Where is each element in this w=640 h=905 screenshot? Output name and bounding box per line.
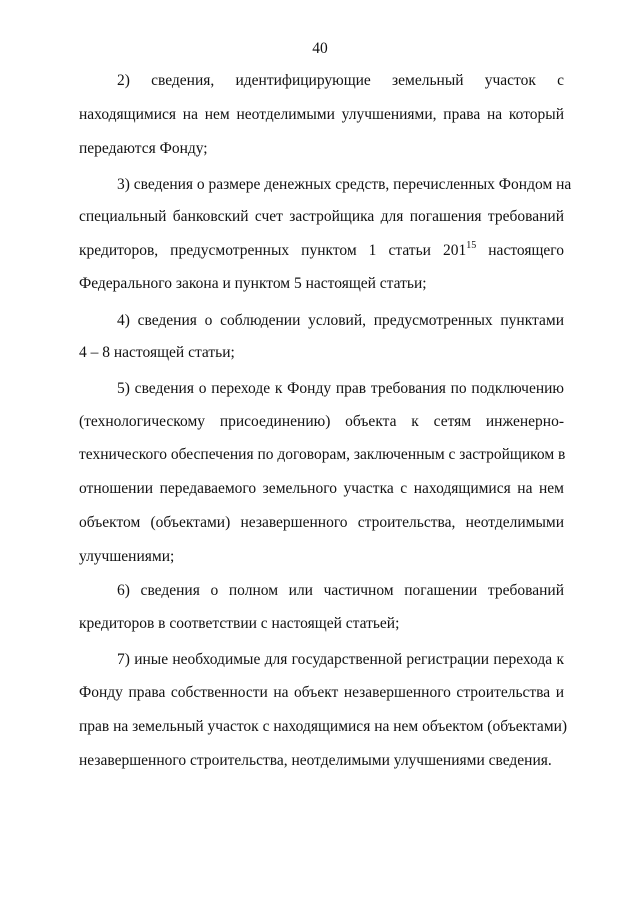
article-superscript: 15 [466,239,477,251]
paragraph-4-line-6: улучшениями; [79,548,175,565]
page-number: 40 [312,40,328,57]
paragraph-1-line-2: находящимися на нем неотделимыми улучшениями, права на который [79,106,564,123]
paragraph-2-line-3-text: кредиторов, предусмотренных пунктом 1 статьи 201 [79,242,467,259]
paragraph-4-line-3: технического обеспечения по договорам, заключенным с застройщиком в [79,446,566,463]
paragraph-3-line-1: 4) сведения о соблюдении условий, предусмотренных пунктами [117,312,564,329]
paragraph-2-line-1: 3) сведения о размере денежных средств, перечисленных Фондом на [117,176,572,193]
paragraph-2-line-4: Федерального закона и пунктом 5 настоящей статьи; [79,275,427,292]
paragraph-6-line-1: 7) иные необходимые для государственной регистрации перехода к [117,651,564,668]
paragraph-1-line-3: передаются Фонду; [79,140,208,157]
paragraph-5-line-2: кредиторов в соответствии с настоящей статьей; [79,615,400,632]
paragraph-1-line-1: 2) сведения, идентифицирующие земельный участок с [117,72,564,89]
paragraph-3-line-2: 4 – 8 настоящей статьи; [79,344,235,361]
paragraph-4-line-4: отношении передаваемого земельного участка с находящимися на нем [79,480,564,497]
paragraph-6-line-4: незавершенного строительства, неотделимыми улучшениями сведения. [79,752,552,769]
paragraph-4-line-5: объектом (объектами) незавершенного строительства, неотделимыми [79,514,564,531]
paragraph-2-line-3 [79,241,564,261]
paragraph-4-line-2: (технологическому присоединению) объекта к сетям инженерно- [79,413,564,430]
paragraph-2-line-2: специальный банковский счет застройщика для погашения требований [79,208,564,225]
paragraph-6-line-2: Фонду права собственности на объект незавершенного строительства и [79,684,564,701]
paragraph-6-line-3: прав на земельный участок с находящимися на нем объектом (объектами) [79,718,568,735]
paragraph-2-line-3-end: настоящего [488,242,565,259]
paragraph-5-line-1: 6) сведения о полном или частичном погашении требований [117,582,564,599]
paragraph-4-line-1: 5) сведения о переходе к Фонду прав требования по подключению [117,380,564,397]
